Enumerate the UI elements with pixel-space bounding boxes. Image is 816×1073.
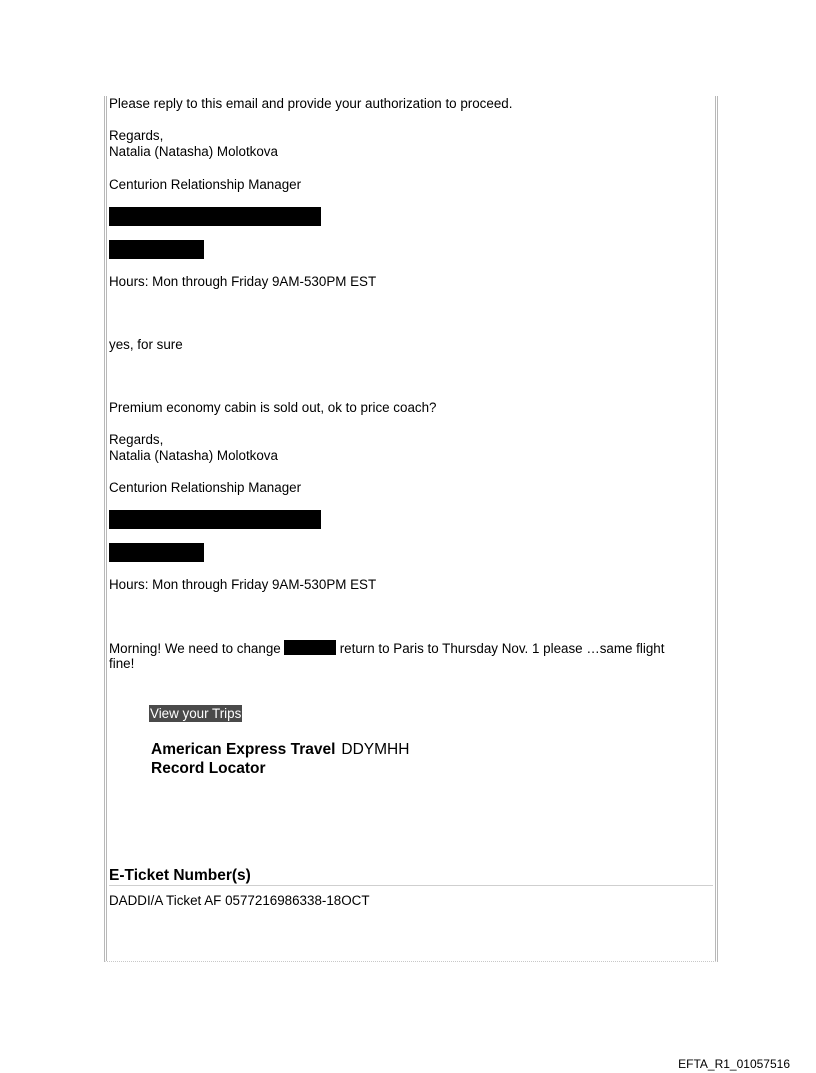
redaction-bar xyxy=(109,240,204,259)
record-locator-label-line2: Record Locator xyxy=(151,760,266,777)
hours-text: Hours: Mon through Friday 9AM-530PM EST xyxy=(109,274,377,289)
document-id: EFTA_R1_01057516 xyxy=(678,1057,790,1071)
morning-message-end: fine! xyxy=(109,656,135,671)
sender-role: Centurion Relationship Manager xyxy=(109,177,302,192)
morning-message-line xyxy=(109,640,664,657)
record-locator-row xyxy=(151,740,409,759)
hours-text: Hours: Mon through Friday 9AM-530PM EST xyxy=(109,577,377,592)
reply-request-text: Please reply to this email and provide your authorization to proceed. xyxy=(109,96,513,111)
redaction-bar xyxy=(109,510,321,529)
record-locator-label: American Express Travel xyxy=(151,741,336,758)
reply-yes-text: yes, for sure xyxy=(109,337,183,352)
sender-role: Centurion Relationship Manager xyxy=(109,480,302,495)
regards-text: Regards, xyxy=(109,128,164,143)
sender-name: Natalia (Natasha) Molotkova xyxy=(109,144,278,159)
redaction-bar xyxy=(284,640,336,655)
sender-name: Natalia (Natasha) Molotkova xyxy=(109,448,278,463)
view-trips-link[interactable]: View your Trips xyxy=(150,706,242,721)
premium-question-text: Premium economy cabin is sold out, ok to price coach? xyxy=(109,400,437,415)
eticket-heading: E-Ticket Number(s) xyxy=(109,866,713,886)
redaction-bar xyxy=(109,543,204,562)
eticket-value: DADDI/A Ticket AF 0577216986338-18OCT xyxy=(109,893,370,908)
morning-message-part1: Morning! We need to change xyxy=(109,641,281,656)
record-locator-value: DDYMHH xyxy=(341,741,410,758)
regards-text: Regards, xyxy=(109,432,164,447)
record-locator-block xyxy=(151,740,409,778)
morning-message-part2: return to Paris to Thursday Nov. 1 please …same flight xyxy=(339,641,665,656)
redaction-bar xyxy=(109,207,321,226)
